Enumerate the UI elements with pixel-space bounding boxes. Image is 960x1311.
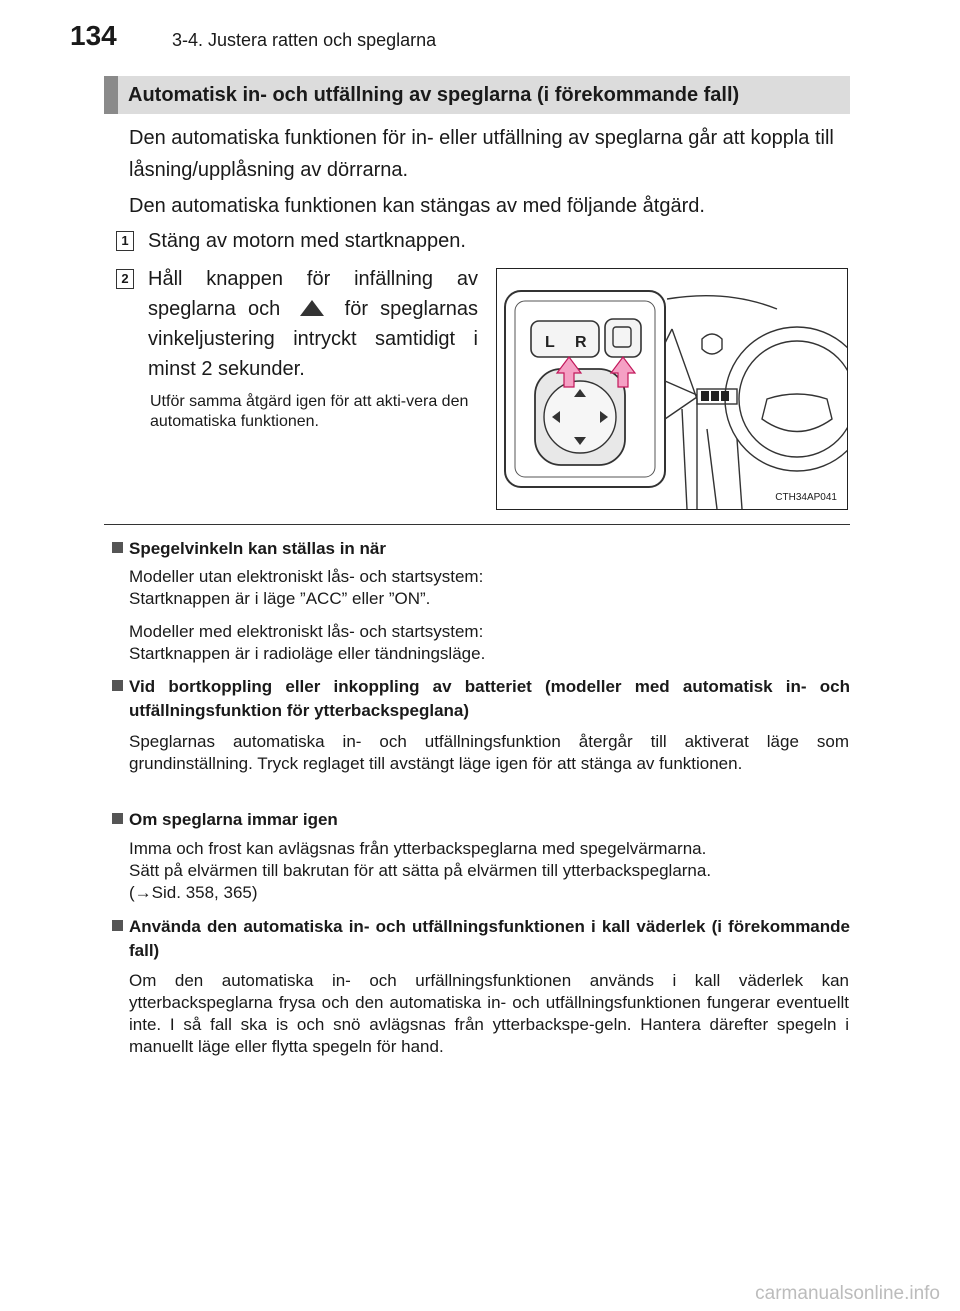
step-text: Stäng av motorn med startknappen. [148, 230, 466, 252]
step-text-part1: Håll knappen för infällning av speglarna och [148, 268, 478, 320]
page-number: 134 [70, 20, 117, 51]
step-text [148, 264, 478, 384]
square-bullet-icon [112, 680, 123, 691]
chapter-title: 3-4. Justera ratten och speglarna [172, 30, 437, 50]
note-4-paragraph: Om den automatiska in- och urfällningsfunktionen används i kall väderlek kan ytterbackspeglarna frysa och den automatiska in- och utfällningsfunktionen fungerar eventuellt inte. I så fall ska is och snö avlägsnas från ytterbackspe-geln. Hantera därefter spegeln i manuellt läge eller flytta spegeln för hand. [129, 971, 849, 1056]
intro-paragraph: Den automatiska funktionen för in- eller utfällning av speglarna går att koppla till låsning/upplåsning av dörrarna. [129, 127, 834, 181]
square-bullet-icon [112, 813, 123, 824]
note-1-paragraph-2: Modeller med elektroniskt lås- och startsystem: Startknappen är i radioläge eller tändningsläge. [129, 622, 486, 663]
switch-label-right: R [575, 334, 587, 351]
step-number-box: 1 [116, 231, 134, 251]
disable-paragraph: Den automatiska funktionen kan stängas av med följande åtgärd. [129, 195, 705, 217]
mirror-switch-figure [496, 268, 848, 510]
mirror-switch-illustration [497, 269, 848, 510]
square-bullet-icon [112, 920, 123, 931]
note-2-paragraph: Speglarnas automatiska in- och utfällningsfunktion återgår till aktiverat läge som grundinställning. Tryck reglaget till avstängt läge igen för att stänga av funktionen. [129, 732, 849, 773]
note-heading-4: Använda den automatiska in- och utfällningsfunktionen i kall väderlek (i förekommande fall) [129, 915, 850, 963]
step-text-part2: för speglarnas vinkeljustering intryckt samtidigt i minst 2 sekunder. [148, 298, 478, 380]
figure-code: CTH34AP041 [775, 492, 837, 503]
note-heading-2: Vid bortkoppling eller inkoppling av batteriet (modeller med automatisk in- och utfällningsfunktion för ytterbackspeglana) [129, 675, 850, 723]
switch-label-left: L [545, 334, 555, 351]
step-number-box: 2 [116, 269, 134, 289]
section-title: Automatisk in- och utfällning av speglarna (i förekommande fall) [104, 76, 850, 114]
arrow-right-icon: → [134, 883, 152, 902]
page-reference[interactable]: Sid. 358, 365 [151, 883, 252, 902]
watermark: carmanualsonline.info [755, 1283, 940, 1304]
repeat-note: Utför samma åtgärd igen för att akti-vera den automatiska funktionen. [150, 393, 469, 430]
triangle-up-icon [300, 300, 324, 316]
square-bullet-icon [112, 542, 123, 553]
note-heading-3: Om speglarna immar igen [112, 808, 850, 832]
note-heading-1: Spegelvinkeln kan ställas in när [112, 537, 850, 561]
section-divider [104, 524, 850, 525]
note-3-paragraph: Imma och frost kan avlägsnas från ytterbackspeglarna med spegelvärmarna. Sätt på elvärmen till bakrutan för att sätta på elvärmen till ytterbackspeglarna. (→Sid. 358, 365) [129, 839, 712, 902]
note-1-paragraph-1: Modeller utan elektroniskt lås- och startsystem: Startknappen är i läge ”ACC” eller ”ON”. [129, 567, 484, 608]
